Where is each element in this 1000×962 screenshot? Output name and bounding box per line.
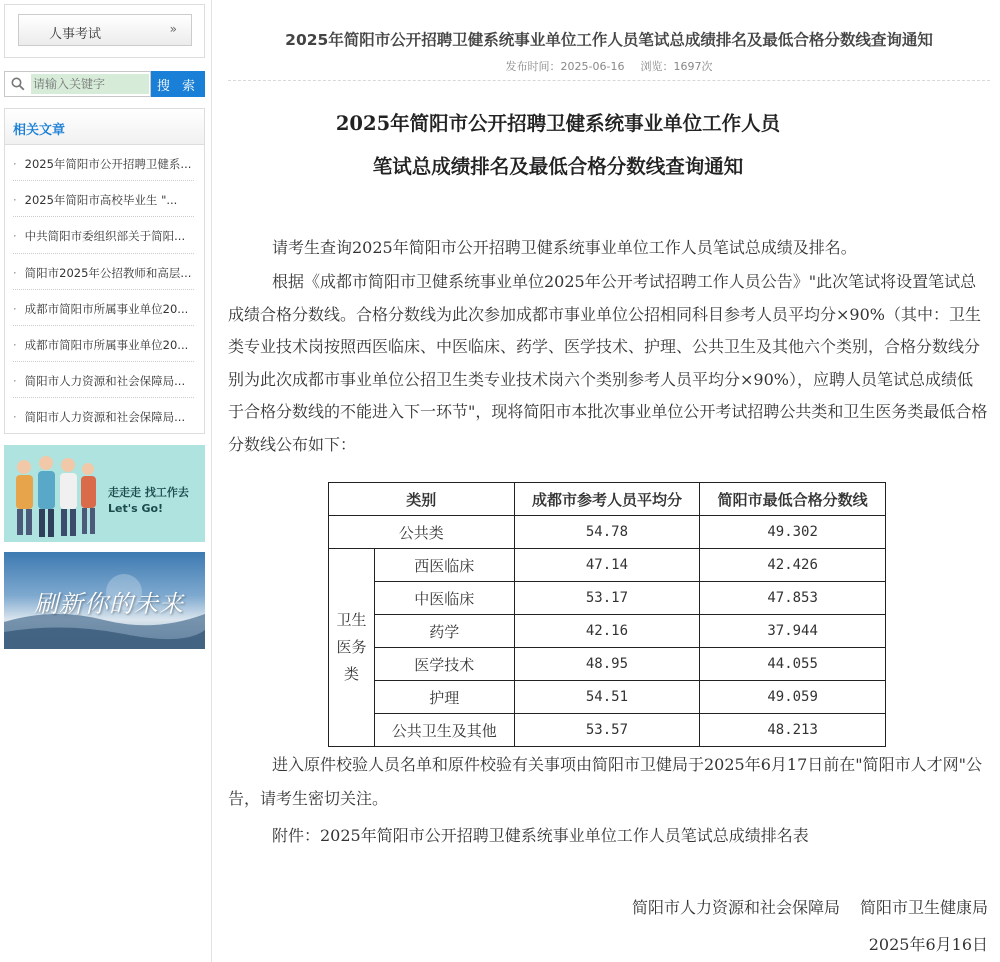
- related-article-title: 简阳市2025年公招教师和高层...: [24, 265, 192, 280]
- row-category: 护理: [374, 681, 514, 714]
- chevron-right-icon: »: [169, 22, 177, 36]
- group-label: [329, 549, 375, 747]
- row-avg: 47.14: [514, 549, 700, 582]
- group-label-part: 类: [343, 665, 359, 683]
- paragraph-2: 根据《成都市简阳市卫健系统事业单位2025年公开考试招聘工作人员公告》"此次笔试将设置笔试总成绩合格分数线。合格分数线为此次参加成都市事业单位公招相同科目参考人员平均分×90%（其中：卫生类专业技术岗按照西医临床、中医临床、药学、医学技术、护理、公共卫生及其他六个类别，合格分数线分别为此次成都市事业单位公招卫生类专业技术岗六个类别参考人员平均分×90%），应聘人员笔试总成绩低于合格分数线的不能进入下一环节"，现将简阳市本批次事业单位公开考试招聘公共类和卫生医务类最低合格分数线公布如下：: [228, 272, 988, 454]
- related-article-item[interactable]: [13, 181, 194, 217]
- category-label: 人事考试: [49, 27, 102, 42]
- table-row: [329, 549, 886, 582]
- banner-slogan: 刷新你的未来: [34, 590, 184, 618]
- table-row: [329, 582, 886, 615]
- doc-title-line2: 笔试总成绩排名及最低合格分数线查询通知: [372, 155, 744, 178]
- bullet-icon: ·: [13, 301, 17, 316]
- related-article-title: 2025年简阳市高校毕业生 "...: [24, 193, 178, 208]
- related-article-title: 简阳市人力资源和社会保障局...: [24, 374, 186, 389]
- row-min: 48.213: [700, 714, 886, 747]
- row-min: 42.426: [700, 549, 886, 582]
- search-icon: [11, 77, 25, 91]
- paragraph-1: 请考生查询2025年简阳市公开招聘卫健系统事业单位工作人员笔试总成绩及排名。: [272, 238, 857, 257]
- search-button[interactable]: 搜 索: [151, 71, 205, 97]
- article-header-title: 2025年简阳市公开招聘卫健系统事业单位工作人员笔试总成绩排名及最低合格分数线查询通知: [285, 31, 933, 49]
- doc-title-line1: 2025年简阳市公开招聘卫健系统事业单位工作人员: [335, 112, 781, 135]
- divider: [228, 80, 990, 81]
- table-row: [329, 648, 886, 681]
- search-field[interactable]: [4, 71, 151, 97]
- banner-text: [108, 485, 189, 517]
- row-category: 中医临床: [374, 582, 514, 615]
- bullet-icon: ·: [13, 337, 17, 352]
- sidebar: [0, 0, 212, 962]
- row-avg: 53.17: [514, 582, 700, 615]
- related-article-item[interactable]: [13, 398, 194, 434]
- category-box: [4, 4, 205, 58]
- job-banner[interactable]: [4, 445, 205, 542]
- row-avg: 48.95: [514, 648, 700, 681]
- related-article-title: 成都市简阳市所属事业单位20...: [24, 301, 189, 316]
- score-table: [328, 482, 886, 747]
- row-min: 49.059: [700, 681, 886, 714]
- group-label-part: 卫生: [336, 611, 367, 629]
- table-header-row: [329, 483, 886, 516]
- category-button[interactable]: [18, 14, 192, 46]
- paragraph-3: 进入原件校验人员名单和原件校验有关事项由简阳市卫健局于2025年6月17日前在"简阳市人才网"公告，请考生密切关注。: [228, 755, 982, 808]
- table-row: [329, 516, 886, 549]
- bullet-icon: ·: [13, 157, 17, 171]
- related-article-title: 2025年简阳市公开招聘卫健系...: [24, 157, 192, 171]
- related-article-item[interactable]: [13, 145, 194, 181]
- related-article-item[interactable]: [13, 362, 194, 398]
- row-category: 西医临床: [374, 549, 514, 582]
- related-article-title: 简阳市人力资源和社会保障局...: [24, 410, 186, 425]
- header-min: 简阳市最低合格分数线: [700, 483, 886, 516]
- signature-orgs: [228, 895, 988, 918]
- article-meta: [228, 58, 990, 74]
- row-category: 药学: [374, 615, 514, 648]
- related-articles: [4, 108, 205, 434]
- header-category: 类别: [329, 483, 515, 516]
- row-category: 公共类: [329, 516, 515, 549]
- related-article-item[interactable]: [13, 254, 194, 290]
- row-category: 公共卫生及其他: [374, 714, 514, 747]
- row-min: 37.944: [700, 615, 886, 648]
- sign-org-2: 简阳市卫生健康局: [859, 898, 988, 917]
- search-input[interactable]: [31, 74, 149, 94]
- related-articles-title: 相关文章: [5, 109, 204, 145]
- row-min: 44.055: [700, 648, 886, 681]
- table-row: [329, 681, 886, 714]
- related-article-title: 成都市简阳市所属事业单位20...: [24, 337, 189, 352]
- attachment-line[interactable]: 附件：2025年简阳市公开招聘卫健系统事业单位工作人员笔试总成绩排名表: [272, 826, 809, 845]
- row-avg: 53.57: [514, 714, 700, 747]
- future-banner[interactable]: [4, 552, 205, 649]
- bullet-icon: ·: [13, 265, 17, 280]
- group-label-part: 医务: [336, 638, 367, 656]
- bullet-icon: ·: [13, 229, 17, 244]
- sign-org-1: 简阳市人力资源和社会保障局: [631, 898, 840, 917]
- table-row: [329, 615, 886, 648]
- view-count: 浏览：1697次: [640, 60, 713, 73]
- table-row: [329, 714, 886, 747]
- header-avg: 成都市参考人员平均分: [514, 483, 700, 516]
- row-min: 49.302: [700, 516, 886, 549]
- row-min: 47.853: [700, 582, 886, 615]
- row-avg: 54.51: [514, 681, 700, 714]
- banner-line1: 走走走 找工作去: [108, 486, 189, 499]
- bullet-icon: ·: [13, 410, 17, 425]
- row-category: 医学技术: [374, 648, 514, 681]
- related-article-item[interactable]: [13, 217, 194, 253]
- row-avg: 42.16: [514, 615, 700, 648]
- banner-line2: Let's Go!: [108, 502, 164, 515]
- search-bar: [4, 71, 205, 97]
- bullet-icon: ·: [13, 374, 17, 389]
- sign-date: 2025年6月16日: [868, 935, 988, 954]
- related-article-title: 中共简阳市委组织部关于简阳...: [24, 229, 186, 244]
- publish-date: 发布时间：2025-06-16: [505, 60, 625, 73]
- related-list: [5, 145, 204, 435]
- related-article-item[interactable]: [13, 326, 194, 362]
- bullet-icon: ·: [13, 193, 17, 208]
- row-avg: 54.78: [514, 516, 700, 549]
- related-article-item[interactable]: [13, 290, 194, 326]
